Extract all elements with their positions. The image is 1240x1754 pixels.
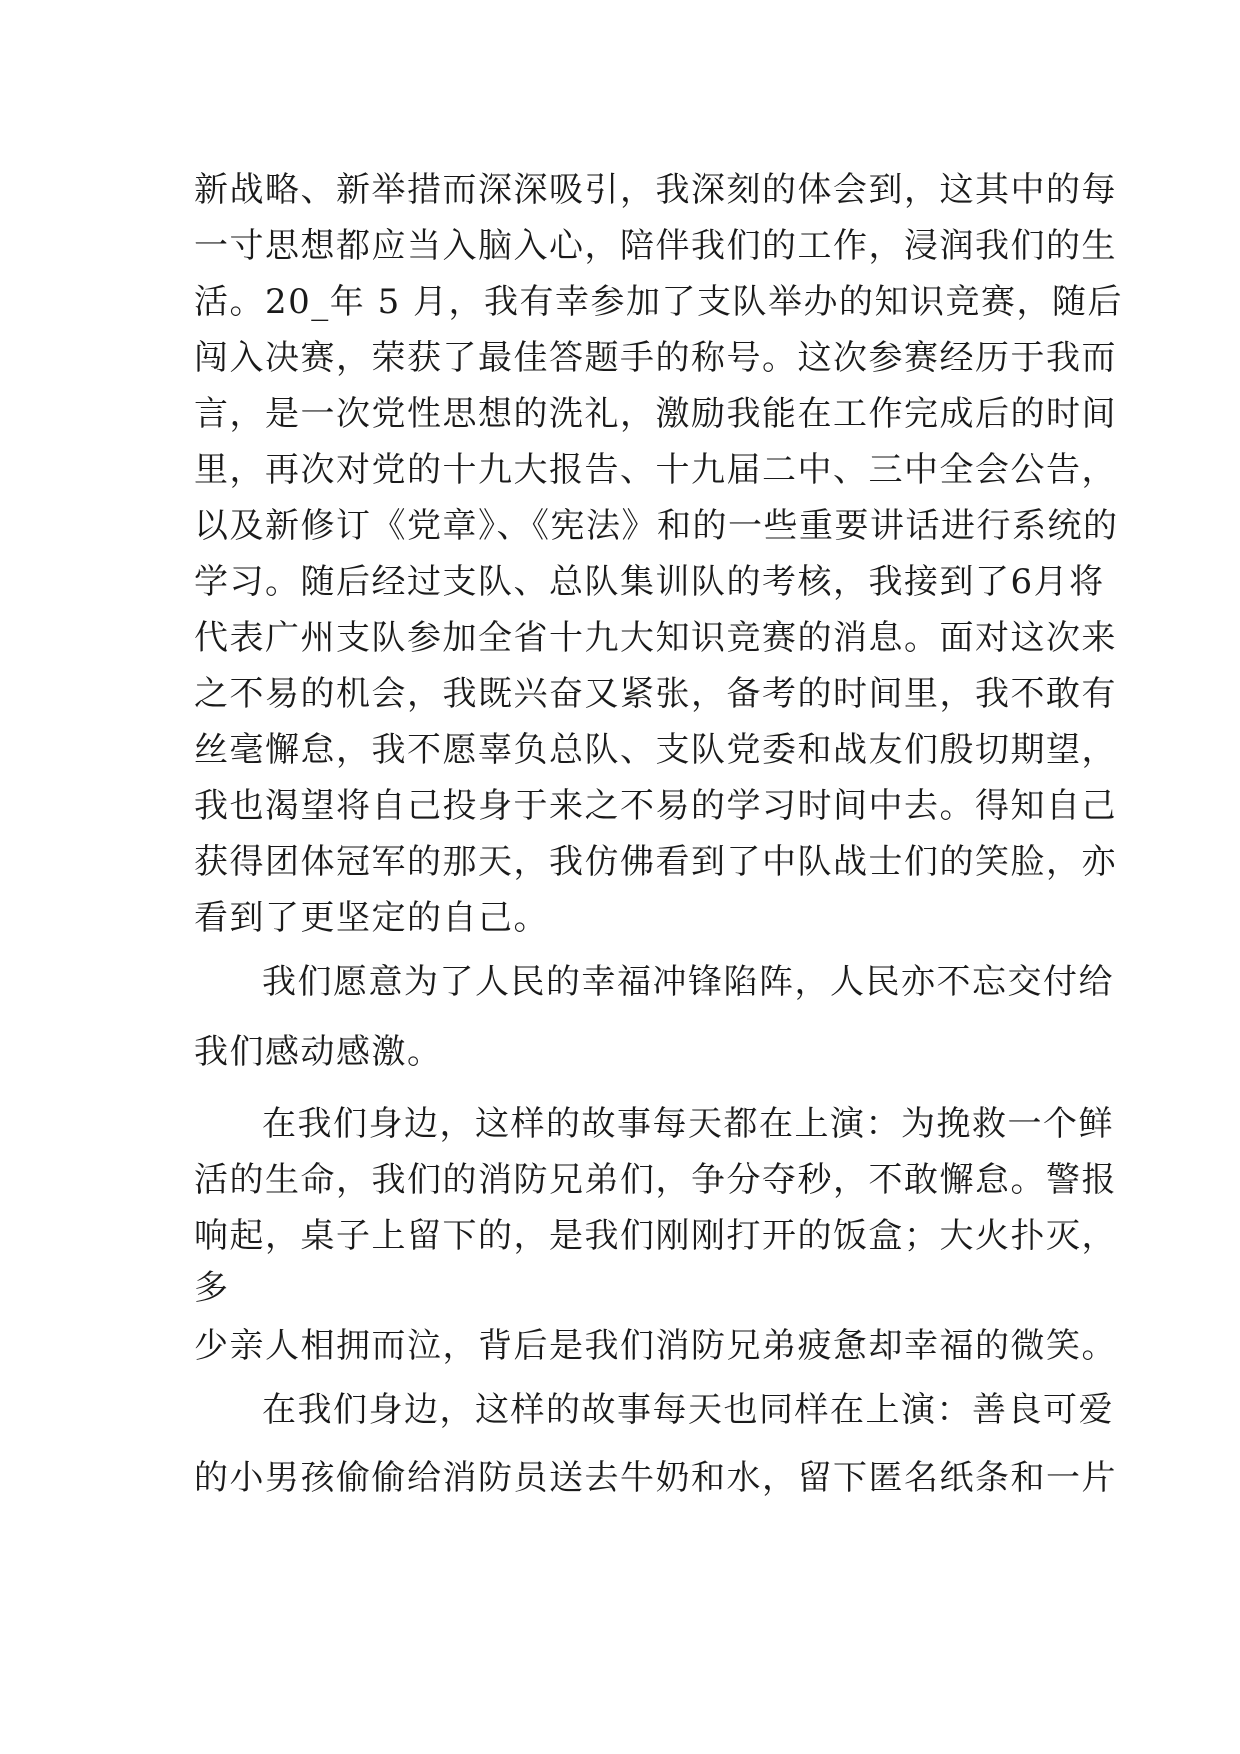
- text-line: 获得团体冠军的那天，我仿佛看到了中队战士们的笑脸，亦: [194, 842, 1117, 882]
- text-line: 言，是一次党性思想的洗礼，激励我能在工作完成后的时间: [194, 394, 1117, 434]
- text-line: 活。20_年 5 月，我有幸参加了支队举办的知识竞赛，随后: [194, 282, 1124, 322]
- text-line: 响起，桌子上留下的，是我们刚刚打开的饭盒；大火扑灭，: [194, 1216, 1117, 1256]
- text-line: 丝毫懈怠，我不愿辜负总队、支队党委和战友们殷切期望，: [194, 730, 1117, 770]
- text-line: 活的生命，我们的消防兄弟们，争分夺秒，不敢懈怠。警报: [194, 1160, 1117, 1200]
- text-line: 新战略、新举措而深深吸引，我深刻的体会到，这其中的每: [194, 170, 1117, 210]
- paragraph-first-line: 在我们身边，这样的故事每天也同样在上演：善良可爱: [262, 1390, 1114, 1430]
- text-line: 我也渴望将自己投身于来之不易的学习时间中去。得知自己: [194, 786, 1117, 826]
- text-line: 以及新修订《党章》、《宪法》和的一些重要讲话进行系统的: [194, 506, 1119, 546]
- text-line: 学习。随后经过支队、总队集训队的考核，我接到了6月将: [194, 562, 1105, 602]
- text-line: 一寸思想都应当入脑入心，陪伴我们的工作，浸润我们的生: [194, 226, 1117, 266]
- text-line: 之不易的机会，我既兴奋又紧张，备考的时间里，我不敢有: [194, 674, 1117, 714]
- text-line: 闯入决赛，荣获了最佳答题手的称号。这次参赛经历于我而: [194, 338, 1117, 378]
- text-line: 里，再次对党的十九大报告、十九届二中、三中全会公告，: [194, 450, 1117, 490]
- text-line: 的小男孩偷偷给消防员送去牛奶和水，留下匿名纸条和一片: [194, 1458, 1117, 1498]
- text-line: 看到了更坚定的自己。: [194, 898, 549, 938]
- text-line: 代表广州支队参加全省十九大知识竞赛的消息。面对这次来: [194, 618, 1117, 658]
- paragraph-first-line: 在我们身边，这样的故事每天都在上演：为挽救一个鲜: [262, 1104, 1114, 1144]
- text-line: 多: [194, 1268, 230, 1308]
- text-line: 我们感动感激。: [194, 1032, 443, 1072]
- paragraph-first-line: 我们愿意为了人民的幸福冲锋陷阵，人民亦不忘交付给: [262, 962, 1114, 1002]
- text-line: 少亲人相拥而泣，背后是我们消防兄弟疲惫却幸福的微笑。: [194, 1326, 1117, 1366]
